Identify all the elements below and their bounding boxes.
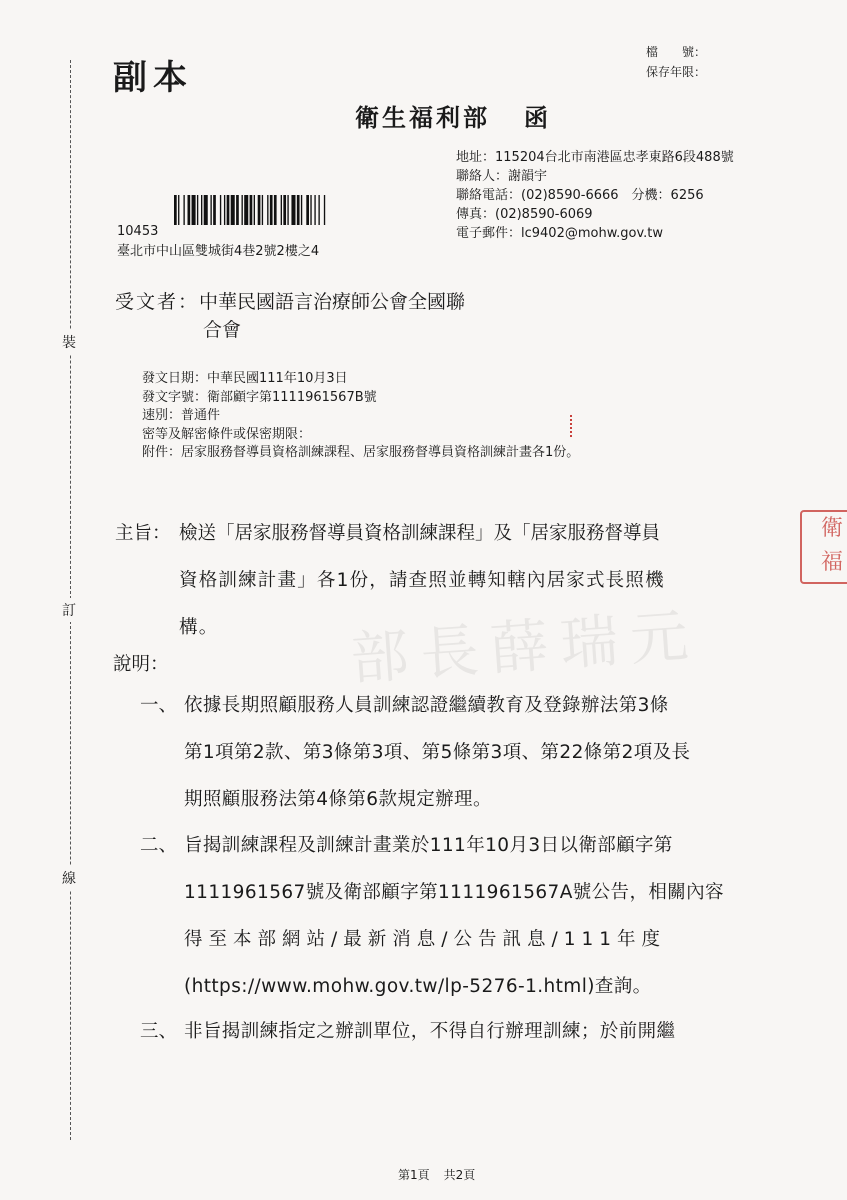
- recipient-label: 受文者：: [115, 291, 200, 313]
- barcode-bar: [270, 195, 273, 225]
- subject-line: 構。: [179, 617, 219, 638]
- barcode-bar: [283, 195, 286, 225]
- barcode-bar: [204, 195, 208, 225]
- item-line: (https://www.mohw.gov.tw/lp-5276-1.html)查詢。: [184, 976, 652, 997]
- copy-mark: 副本: [113, 58, 193, 98]
- barcode-bar: [250, 195, 253, 225]
- barcode-bar: [297, 195, 300, 225]
- item-text: [184, 822, 784, 1010]
- barcode-bar: [220, 195, 221, 225]
- item-line: 1111961567號及衛部顧字第1111961567A號公告，相關內容: [184, 882, 724, 903]
- page-number: 第1頁: [398, 1168, 430, 1182]
- item-line: 旨揭訓練課程及訓練計畫業於111年10月3日以衛部顧字第: [184, 835, 673, 856]
- barcode-bar: [267, 195, 268, 225]
- barcode-bar: [254, 195, 255, 225]
- barcode-bar: [258, 195, 261, 225]
- explanation-label: 說明：: [113, 654, 169, 675]
- contact-email: 電子郵件：lc9402@mohw.gov.tw: [456, 226, 664, 241]
- barcode-bar: [227, 195, 230, 225]
- subject-line: 檢送「居家服務督導員資格訓練課程」及「居家服務督導員: [179, 523, 661, 544]
- attachments: 附件：居家服務督導員資格訓練課程、居家服務督導員資格訓練計畫各1份。: [142, 445, 580, 460]
- barcode-bar: [178, 195, 179, 225]
- delivery-speed: 速別：普通件: [142, 408, 221, 423]
- recipient-name-line1: 中華民國語言治療師公會全國聯: [199, 291, 466, 313]
- barcode-bar: [244, 195, 248, 225]
- barcode-bar: [242, 195, 243, 225]
- contact-fax: 傳真：(02)8590-6069: [456, 207, 593, 222]
- page-total: 共2頁: [443, 1168, 476, 1182]
- item-number: 一、: [140, 695, 178, 716]
- barcode-bar: [318, 195, 319, 225]
- item-line: 第1項第2款、第3條第3項、第5條第3項、第22條第2項及長: [184, 742, 691, 763]
- item-number: 二、: [140, 835, 178, 856]
- postal-barcode: [174, 195, 444, 225]
- secrecy-level: 密等及解密條件或保密期限：: [142, 426, 312, 442]
- barcode-bar: [201, 195, 202, 225]
- retention-period-label: 保存年限：: [646, 65, 707, 79]
- item-line: 非旨揭訓練指定之辦訓單位，不得自行辦理訓練；於前開繼: [184, 1021, 676, 1042]
- barcode-bar: [310, 195, 311, 225]
- red-seal-stamp: 衛 福: [800, 510, 847, 584]
- barcode-bar: [210, 195, 211, 225]
- faint-signature-watermark: 部長薛瑞元: [348, 600, 703, 694]
- barcode-bar: [236, 195, 239, 225]
- red-mark: [570, 415, 574, 437]
- document-kind: 函: [524, 104, 551, 132]
- item-number: 三、: [140, 1021, 178, 1042]
- subject-line: 資格訓練計畫」各1份，請查照並轉知轄內居家式長照機: [179, 570, 665, 591]
- barcode-bar: [183, 195, 184, 225]
- barcode-bar: [174, 195, 177, 225]
- agency-address: 地址：115204台北市南港區忠孝東路6段488號: [456, 150, 734, 165]
- item-line: 依據長期照顧服務人員訓練認證繼續教育及登錄辦法第3條: [184, 695, 669, 716]
- item-line: 期照顧服務法第4條第6款規定辦理。: [184, 789, 492, 810]
- document-meta: [142, 370, 579, 463]
- binding-char-top: 裝: [62, 330, 76, 354]
- contact-phone: 聯絡電話：(02)8590-6666 分機：6256: [456, 188, 704, 203]
- barcode-bar: [274, 195, 277, 225]
- barcode-bar: [188, 195, 191, 225]
- mailing-zip: 10453: [117, 224, 159, 239]
- item-line: 得至本部網站/最新消息/公告訊息/111年度: [184, 929, 667, 950]
- document-number: 發文字號：衛部顧字第1111961567B號: [142, 389, 377, 405]
- barcode-bar: [314, 195, 315, 225]
- agency-name: 衛生福利部: [355, 104, 490, 132]
- barcode-bar: [301, 195, 302, 225]
- subject-label: 主旨：: [115, 523, 171, 544]
- barcode-bar: [324, 195, 325, 225]
- item-text: [184, 682, 784, 823]
- issue-date: 發文日期：中華民國111年10月3日: [142, 371, 348, 386]
- contact-block: [456, 148, 734, 243]
- barcode-bar: [291, 195, 295, 225]
- item-text: [184, 1008, 784, 1055]
- page-footer: [398, 1166, 489, 1183]
- binding-char-bottom: 線: [62, 866, 76, 890]
- recipient-block: [115, 288, 466, 341]
- binding-char-middle: 訂: [62, 598, 76, 622]
- letter-title: [355, 98, 551, 133]
- barcode-bar: [192, 195, 196, 225]
- barcode-bar: [287, 195, 288, 225]
- file-meta: [646, 42, 706, 82]
- barcode-bar: [306, 195, 309, 225]
- barcode-bar: [224, 195, 225, 225]
- subject-body: [179, 510, 799, 651]
- file-number-label: 檔 號：: [646, 45, 707, 59]
- contact-person: 聯絡人：謝韻宇: [456, 169, 548, 184]
- mailing-address: 臺北市中山區雙城街4巷2號2樓之4: [117, 244, 320, 259]
- barcode-bar: [213, 195, 216, 225]
- barcode-bar: [281, 195, 282, 225]
- barcode-bar: [231, 195, 235, 225]
- barcode-bar: [262, 195, 263, 225]
- barcode-bar: [197, 195, 198, 225]
- recipient-name-line2: 合會: [203, 319, 242, 341]
